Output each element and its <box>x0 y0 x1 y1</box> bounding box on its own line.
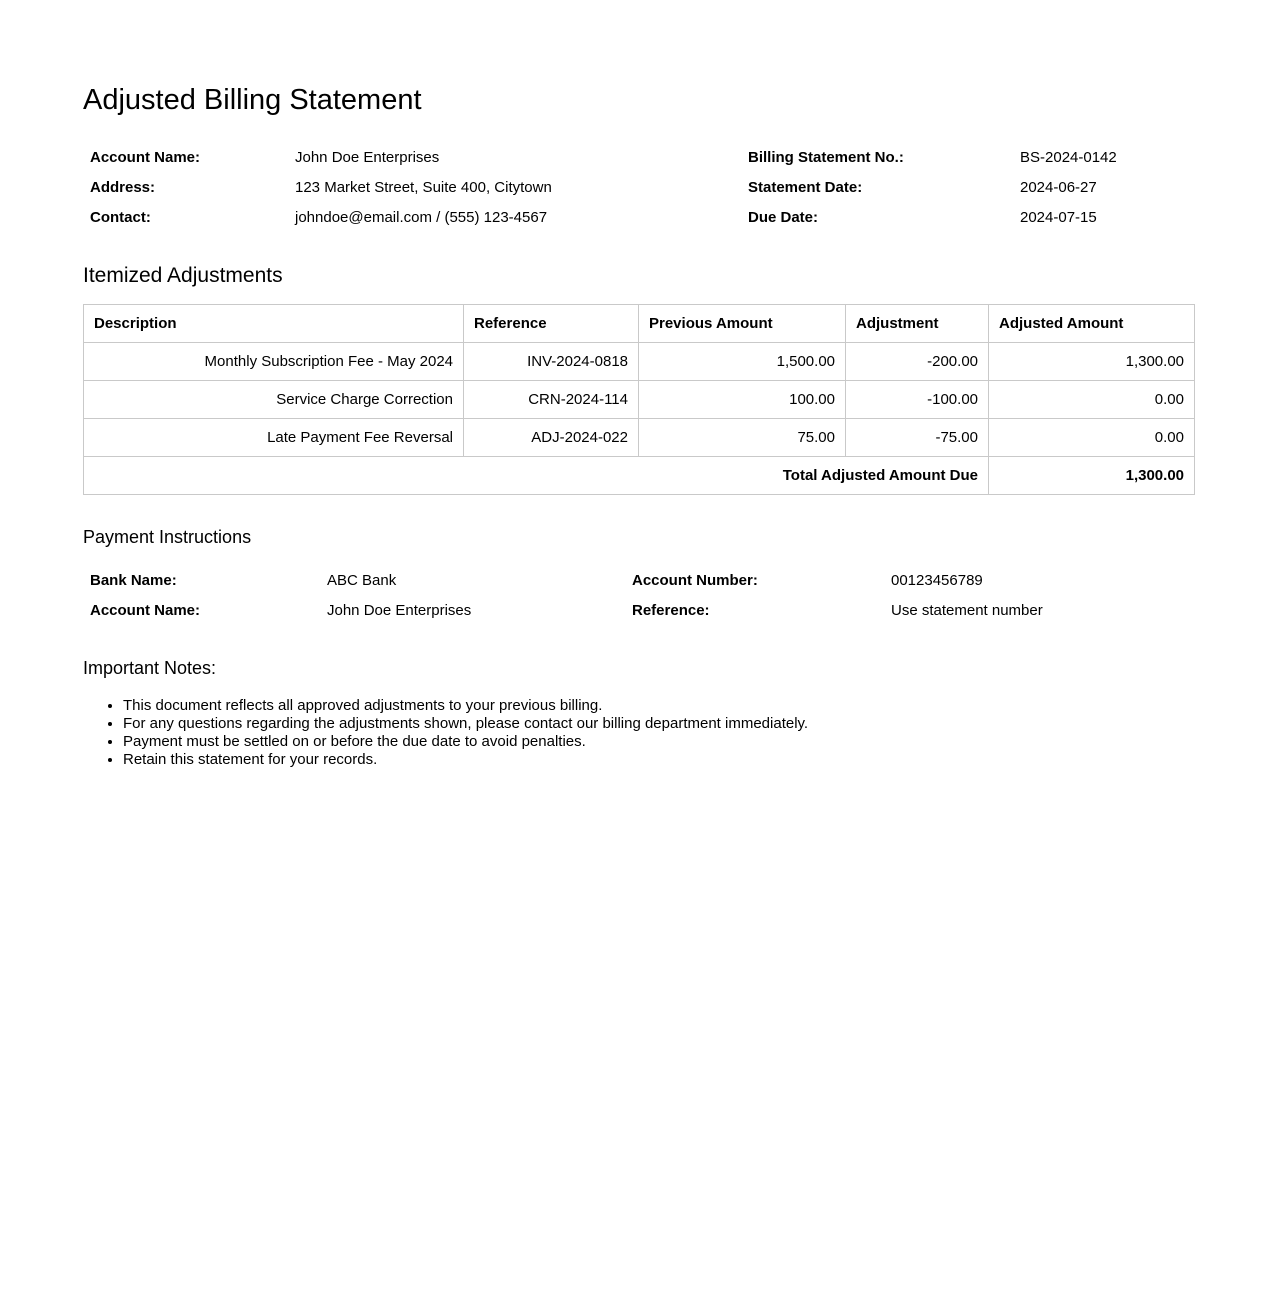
note-item: • This document reflects all approved adjustments to your previous billing. <box>123 697 1194 715</box>
billing-statement-no-label: Billing Statement No.: <box>748 149 904 166</box>
statement-date-value: 2024-06-27 <box>1020 179 1097 196</box>
column-header-adjustment: Adjustment <box>846 305 989 343</box>
table-row <box>84 343 1195 381</box>
account-name-label: Account Name: <box>90 149 201 166</box>
bank-name-label: Bank Name: <box>90 572 177 589</box>
table-total-row <box>84 457 1195 495</box>
contact-label: Contact: <box>90 209 151 226</box>
contact-value: johndoe@email.com / (555) 123-4567 <box>295 209 548 226</box>
reference-value: Use statement number <box>891 602 1043 619</box>
important-notes-heading: Important Notes: <box>83 658 217 678</box>
column-header-reference: Reference <box>464 305 639 343</box>
total-due-value: 1,300.00 <box>989 457 1195 495</box>
payment-instructions-section <box>83 566 1194 626</box>
cell-previous-amount: 1,500.00 <box>639 343 846 381</box>
note-item: • Retain this statement for your records. <box>123 751 1194 769</box>
cell-adjustment: -200.00 <box>846 343 989 381</box>
table-header-row <box>84 305 1195 343</box>
column-header-description: Description <box>84 305 464 343</box>
note-item: • For any questions regarding the adjustments shown, please contact our billing department immediately. <box>123 715 1194 733</box>
payment-instructions-heading: Payment Instructions <box>83 527 252 547</box>
cell-adjustment: -75.00 <box>846 419 989 457</box>
payment-account-name-value: John Doe Enterprises <box>327 602 472 619</box>
bank-name-value: ABC Bank <box>327 572 397 589</box>
cell-description: Late Payment Fee Reversal <box>84 419 464 457</box>
table-row <box>84 419 1195 457</box>
due-date-label: Due Date: <box>748 209 819 226</box>
account-name-value: John Doe Enterprises <box>295 149 440 166</box>
cell-previous-amount: 75.00 <box>639 419 846 457</box>
cell-description: Monthly Subscription Fee - May 2024 <box>84 343 464 381</box>
statement-date-label: Statement Date: <box>748 179 863 196</box>
payment-account-name-label: Account Name: <box>90 602 201 619</box>
address-label: Address: <box>90 179 156 196</box>
reference-label: Reference: <box>632 602 710 619</box>
total-due-label: Total Adjusted Amount Due <box>84 457 989 495</box>
cell-reference: INV-2024-0818 <box>464 343 639 381</box>
cell-reference: CRN-2024-114 <box>464 381 639 419</box>
notes-list <box>83 697 1194 769</box>
note-item: • Payment must be settled on or before the due date to avoid penalties. <box>123 733 1194 751</box>
cell-adjusted-amount: 0.00 <box>989 381 1195 419</box>
cell-previous-amount: 100.00 <box>639 381 846 419</box>
address-value: 123 Market Street, Suite 400, Citytown <box>295 179 552 196</box>
account-number-label: Account Number: <box>632 572 758 589</box>
account-number-value: 00123456789 <box>891 572 983 589</box>
cell-adjustment: -100.00 <box>846 381 989 419</box>
billing-statement-no-value: BS-2024-0142 <box>1020 149 1117 166</box>
cell-description: Service Charge Correction <box>84 381 464 419</box>
table-row <box>84 381 1195 419</box>
adjustments-table <box>83 304 1195 495</box>
column-header-adjusted-amount: Adjusted Amount <box>989 305 1195 343</box>
itemized-adjustments-heading: Itemized Adjustments <box>83 264 283 287</box>
page-title: Adjusted Billing Statement <box>83 84 422 116</box>
cell-reference: ADJ-2024-022 <box>464 419 639 457</box>
due-date-value: 2024-07-15 <box>1020 209 1097 226</box>
account-info-section <box>83 143 1194 233</box>
cell-adjusted-amount: 0.00 <box>989 419 1195 457</box>
column-header-previous-amount: Previous Amount <box>639 305 846 343</box>
cell-adjusted-amount: 1,300.00 <box>989 343 1195 381</box>
